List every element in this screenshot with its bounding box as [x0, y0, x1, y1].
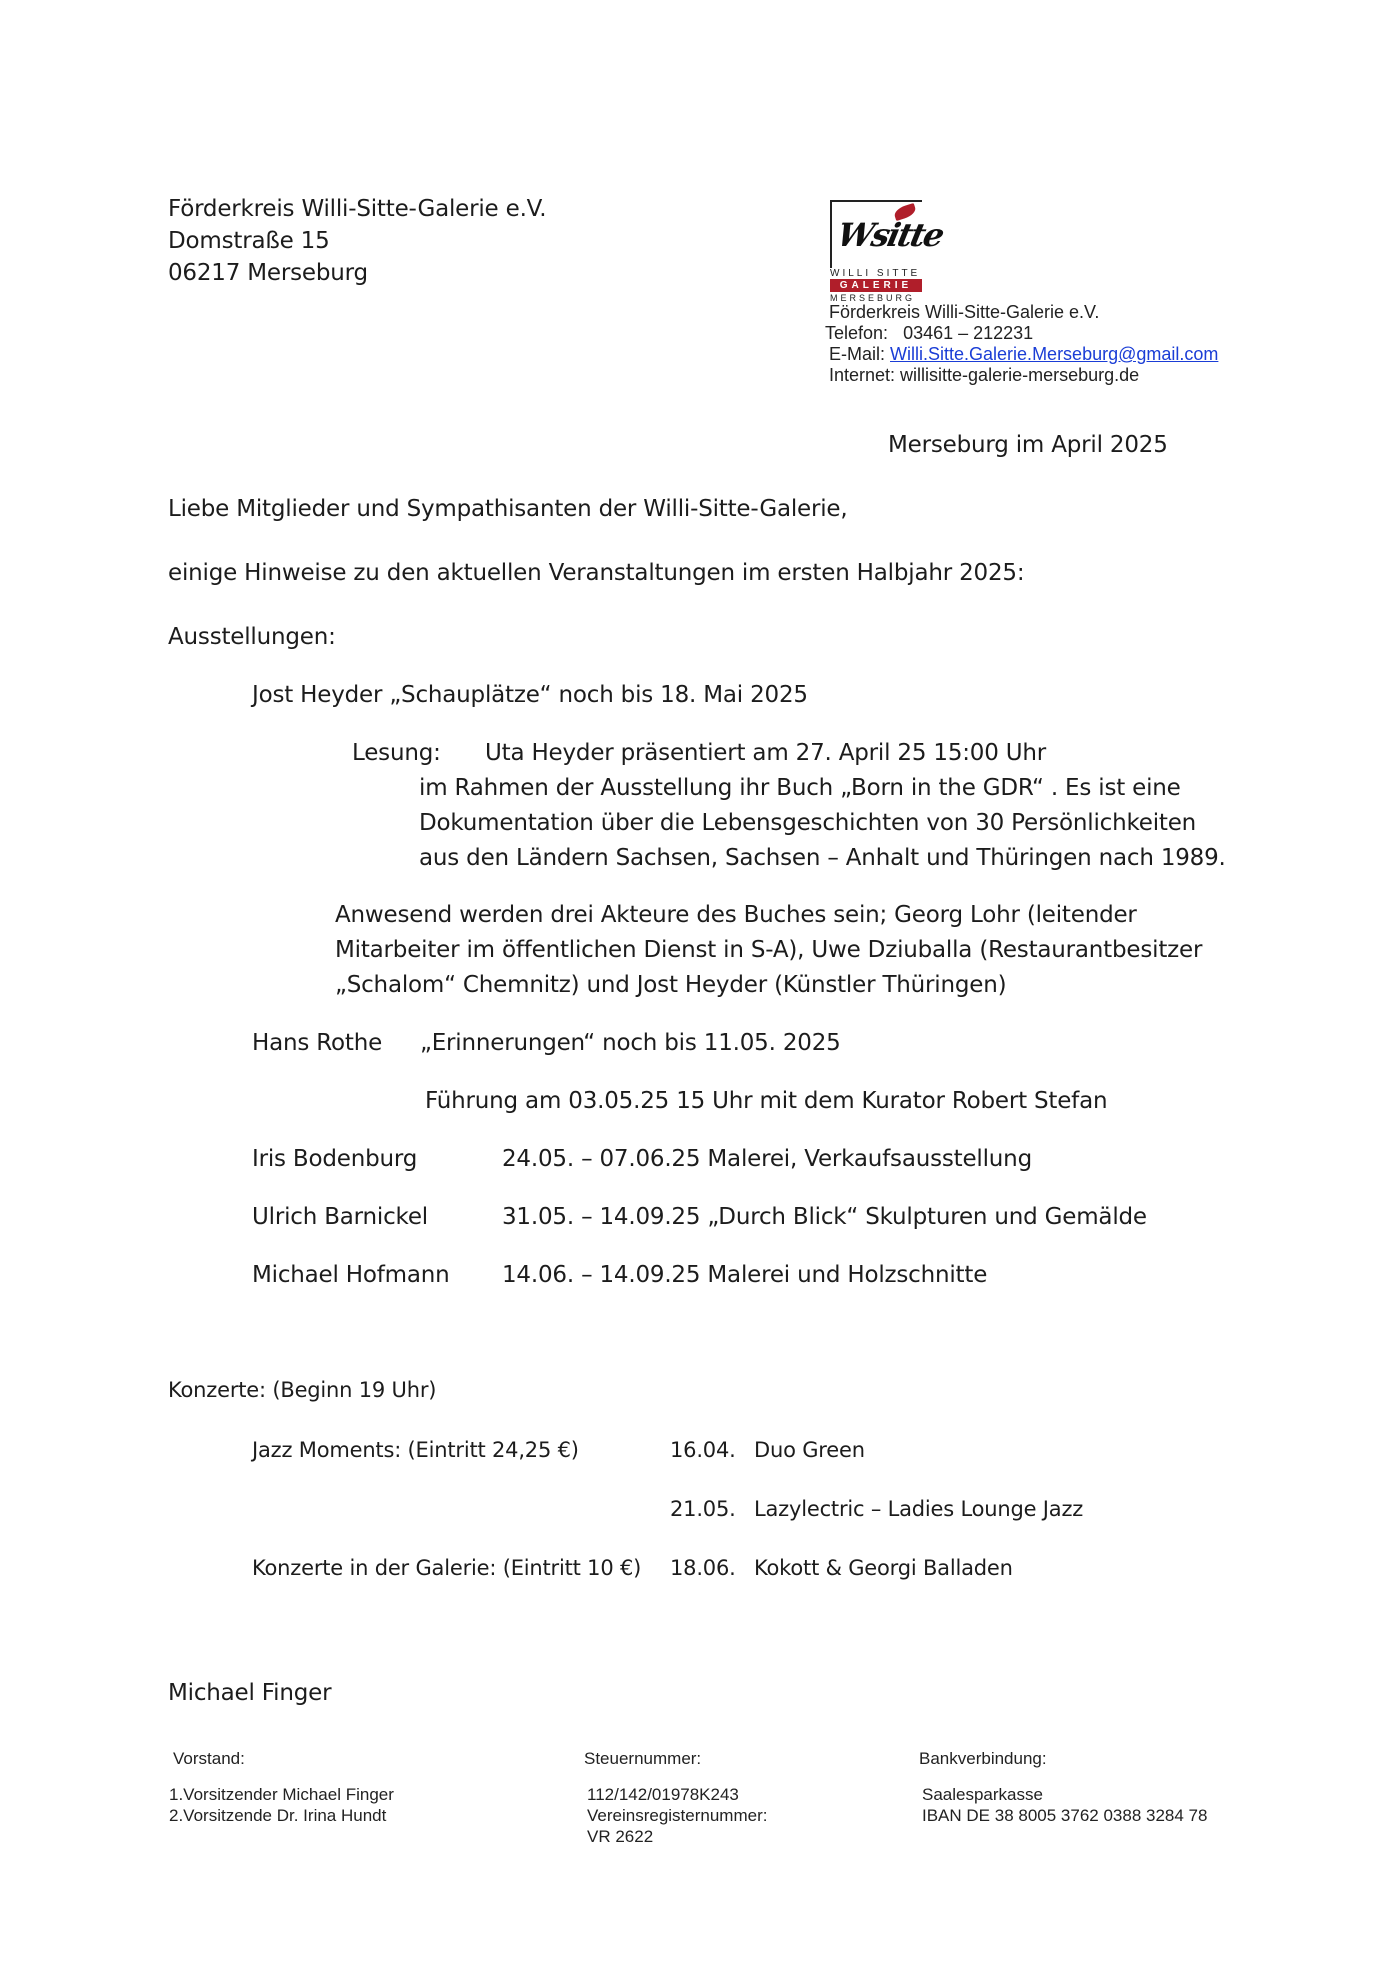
concert-date: 21.05.	[670, 1497, 736, 1521]
gallery-concerts-label: Konzerte in der Galerie: (Eintritt 10 €)	[252, 1556, 642, 1580]
jazz-moments-label: Jazz Moments: (Eintritt 24,25 €)	[252, 1438, 579, 1462]
present-line-2: Mitarbeiter im öffentlichen Dienst in S-A), Uwe Dziuballa (Restaurantbesitzer	[335, 937, 1203, 963]
email-link[interactable]: Willi.Sitte.Galerie.Merseburg@gmail.com	[890, 344, 1219, 364]
footer-tax-heading: Steuernummer:	[584, 1749, 702, 1768]
sender-street: Domstraße 15	[168, 228, 330, 254]
sender-name: Förderkreis Willi-Sitte-Galerie e.V.	[168, 196, 547, 222]
reading-line-4: aus den Ländern Sachsen, Sachsen – Anhalt und Thüringen nach 1989.	[419, 845, 1226, 871]
logo-signature: Wsitte	[833, 216, 947, 254]
footer-register-label: Vereinsregisternummer:	[587, 1806, 768, 1825]
exhibition-rothe-tour: Führung am 03.05.25 15 Uhr mit dem Kurator Robert Stefan	[425, 1088, 1108, 1114]
exhibition-artist: Iris Bodenburg	[252, 1146, 418, 1172]
reading-line-1: Uta Heyder präsentiert am 27. April 25 15:00 Uhr	[485, 740, 1047, 766]
exhibition-artist: Ulrich Barnickel	[252, 1204, 428, 1230]
exhibition-heyder: Jost Heyder „Schauplätze“ noch bis 18. Mai 2025	[252, 682, 808, 708]
exhibition-artist: Michael Hofmann	[252, 1262, 450, 1288]
exhibition-rothe-artist: Hans Rothe	[252, 1030, 383, 1056]
letter-date: Merseburg im April 2025	[888, 432, 1168, 458]
contact-email	[829, 344, 1218, 365]
logo-line-merseburg: MERSEBURG	[830, 293, 916, 303]
sender-city: 06217 Merseburg	[168, 260, 368, 286]
footer-iban: IBAN DE 38 8005 3762 0388 3284 78	[922, 1806, 1208, 1825]
contact-org: Förderkreis Willi-Sitte-Galerie e.V.	[829, 302, 1100, 322]
exhibition-rothe-title: „Erinnerungen“ noch bis 11.05. 2025	[420, 1030, 841, 1056]
concert-date: 18.06.	[670, 1556, 736, 1580]
contact-internet: Internet: willisitte-galerie-merseburg.de	[829, 365, 1140, 385]
reading-label: Lesung:	[352, 740, 441, 766]
footer-register-number: VR 2622	[587, 1827, 654, 1846]
exhibitions-heading: Ausstellungen:	[168, 624, 336, 650]
signature-name: Michael Finger	[168, 1680, 332, 1706]
concert-title: Kokott & Georgi Balladen	[754, 1556, 1013, 1580]
exhibition-details: 14.06. – 14.09.25 Malerei und Holzschnitte	[502, 1262, 988, 1288]
footer-board-heading: Vorstand:	[173, 1749, 245, 1768]
footer-board-vice-chair: 2.Vorsitzende Dr. Irina Hundt	[169, 1806, 387, 1825]
footer-tax-number: 112/142/01978K243	[587, 1785, 739, 1804]
present-line-1: Anwesend werden drei Akteure des Buches sein; Georg Lohr (leitender	[335, 902, 1137, 928]
intro: einige Hinweise zu den aktuellen Veranstaltungen im ersten Halbjahr 2025:	[168, 560, 1025, 586]
concert-date: 16.04.	[670, 1438, 736, 1462]
footer-bank-heading: Bankverbindung:	[919, 1749, 1047, 1768]
concert-title: Lazylectric – Ladies Lounge Jazz	[754, 1497, 1084, 1521]
logo-line-galerie: GALERIE	[830, 279, 922, 292]
concerts-heading: Konzerte: (Beginn 19 Uhr)	[168, 1378, 437, 1402]
concert-title: Duo Green	[754, 1438, 865, 1462]
greeting: Liebe Mitglieder und Sympathisanten der Willi-Sitte-Galerie,	[168, 496, 848, 522]
contact-phone-number: 03461 – 212231	[903, 323, 1034, 343]
contact-phone	[825, 323, 1033, 344]
footer-bank-name: Saalesparkasse	[922, 1785, 1043, 1804]
contact-phone-label: Telefon:	[825, 323, 889, 343]
reading-line-2: im Rahmen der Ausstellung ihr Buch „Born in the GDR“ . Es ist eine	[419, 775, 1181, 801]
footer-board-chair: 1.Vorsitzender Michael Finger	[169, 1785, 394, 1804]
contact-email-label: E-Mail:	[829, 344, 886, 364]
exhibition-details: 31.05. – 14.09.25 „Durch Blick“ Skulpturen und Gemälde	[502, 1204, 1147, 1230]
reading-line-3: Dokumentation über die Lebensgeschichten von 30 Persönlichkeiten	[419, 810, 1197, 836]
present-line-3: „Schalom“ Chemnitz) und Jost Heyder (Künstler Thüringen)	[335, 972, 1007, 998]
gallery-logo	[830, 200, 947, 303]
exhibition-details: 24.05. – 07.06.25 Malerei, Verkaufsausstellung	[502, 1146, 1032, 1172]
logo-line-willi-sitte: WILLI SITTE	[830, 268, 921, 279]
